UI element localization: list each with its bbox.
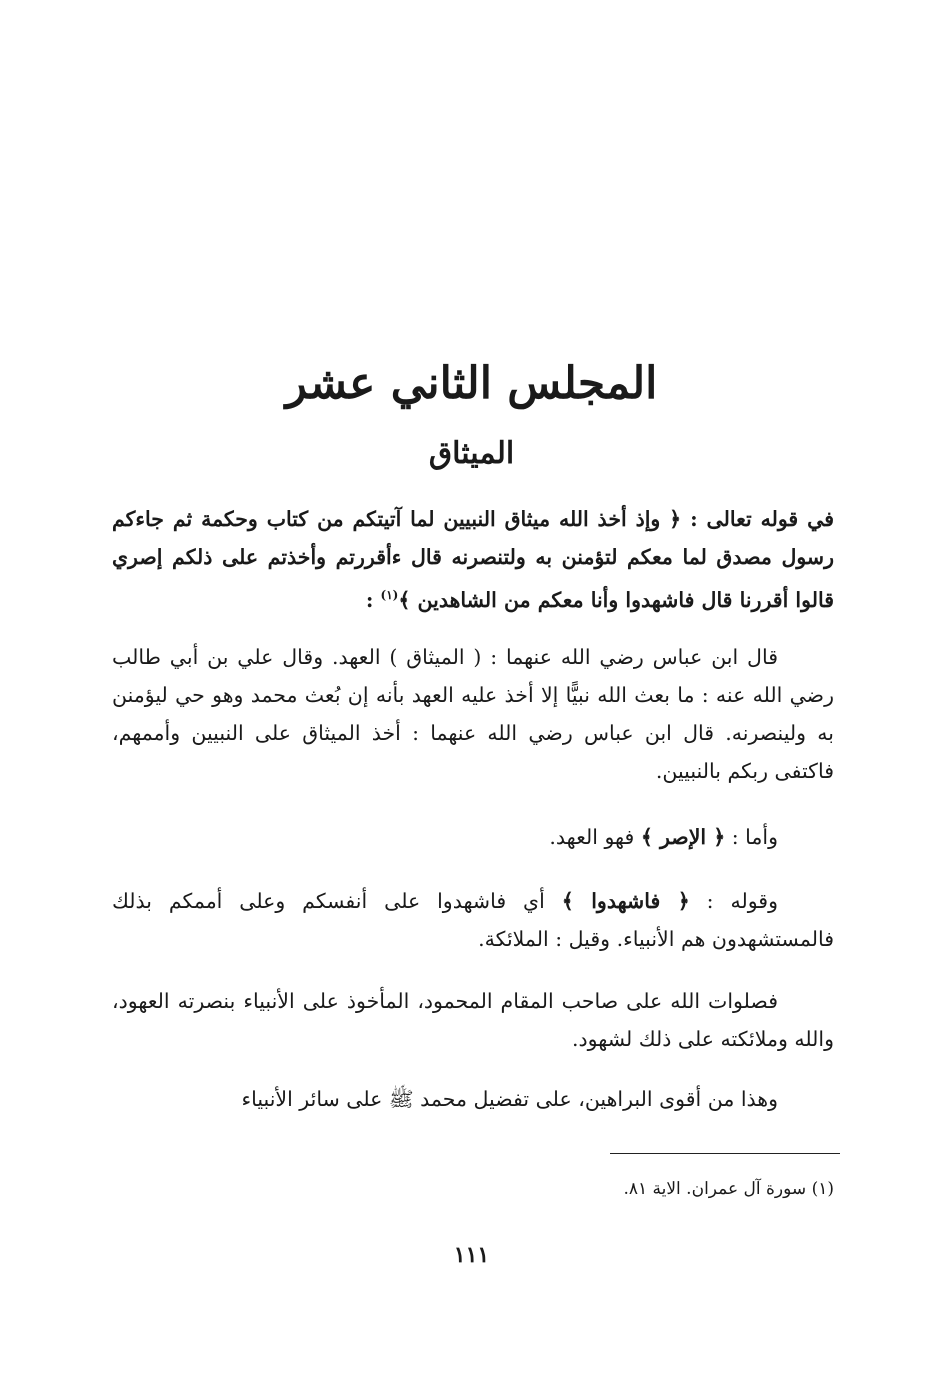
- barahin-paragraph: وهذا من أقوى البراهين، على تفضيل محمد ﷺ على سائر الأنبياء: [241, 1087, 778, 1111]
- fashhadu-paragraph: [112, 882, 834, 958]
- fashhadu-term: ﴿ فاشهدوا ﴾: [561, 889, 690, 913]
- fashhadu-after: أي فاشهدوا على أنفسكم وعلى أممكم بذلك فالمستشهدون هم الأنبياء. وقيل : الملائكة.: [112, 889, 834, 951]
- ibn-abbas-paragraph: قال ابن عباس رضي الله عنهما : ( الميثاق ) العهد. وقال علي بن أبي طالب رضي الله عنه : ما بعث الله نبيًّا إلا أخذ عليه العهد بأنه إن بُعث محمد وهو حي ليؤمنن به ولينصرنه. قال ابن عباس رضي الله عنهما : أخذ الميثاق على النبيين وأممهم، فاكتفى ربكم بالنبيين.: [112, 645, 834, 783]
- verse-intro: في قوله تعالى :: [681, 507, 834, 531]
- footnote-divider: [610, 1153, 840, 1154]
- page-number: ١١١: [453, 1242, 490, 1268]
- quran-verse: ﴿ وإذ أخذ الله ميثاق النبيين لما آتيتكم من كتاب وحكمة ثم جاءكم رسول مصدق لما معكم لتؤمنن به ولتنصرنه قال ءأقررتم وأخذتم على ذلكم إصري قالوا أقررنا قال فاشهدوا وأنا معكم من الشاهدين ﴾: [112, 507, 834, 612]
- fashhadu-before: وقوله :: [689, 889, 779, 913]
- footnote: (١) سورة آل عمران. الاية ٨١.: [623, 1179, 834, 1199]
- salawat-paragraph: فصلوات الله على صاحب المقام المحمود، المأخوذ على الأنبياء بنصرته العهود، والله وملائكته على ذلك لشهود.: [112, 989, 834, 1051]
- isr-paragraph: [112, 818, 834, 856]
- isr-before: وأما :: [725, 825, 778, 849]
- verse-paragraph: [112, 500, 834, 619]
- chapter-title: المجلس الثاني عشر: [285, 358, 658, 409]
- isr-term: ﴿ الإصر ﴾: [640, 825, 726, 849]
- isr-after: فهو العهد.: [549, 825, 641, 849]
- chapter-subtitle: الميثاق: [428, 436, 515, 471]
- footnote-reference: (١): [380, 588, 399, 602]
- verse-tail: :: [365, 587, 381, 612]
